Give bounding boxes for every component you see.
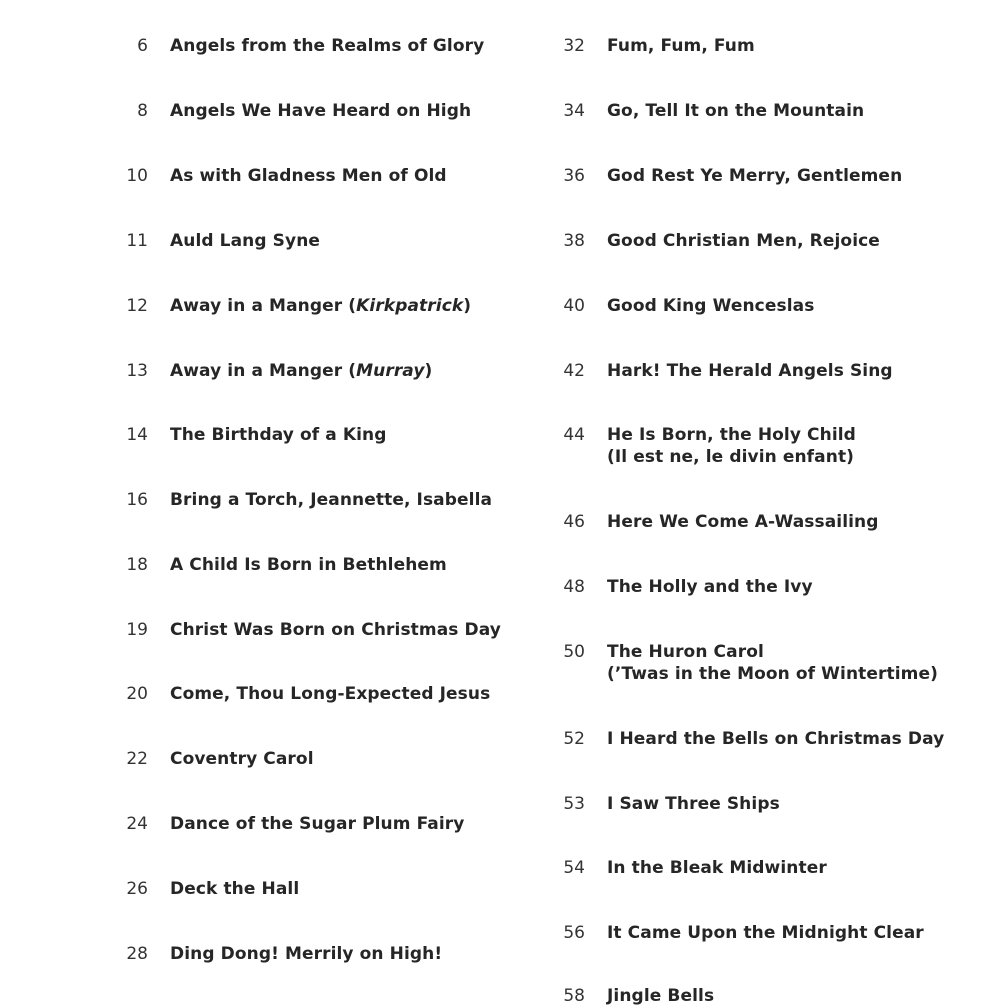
page-number: 42 bbox=[563, 361, 585, 381]
page-number: 13 bbox=[126, 361, 148, 381]
song-title: Come, Thou Long-Expected Jesus bbox=[170, 684, 491, 704]
toc-entry bbox=[540, 728, 944, 750]
song-title bbox=[170, 295, 471, 317]
toc-entry bbox=[540, 165, 902, 187]
song-title: Go, Tell It on the Mountain bbox=[607, 101, 865, 121]
page-number: 18 bbox=[126, 555, 148, 575]
song-title-composer: Kirkpatrick bbox=[356, 296, 464, 316]
page-number: 11 bbox=[126, 231, 148, 251]
song-title: It Came Upon the Midnight Clear bbox=[607, 923, 924, 943]
song-title: Good King Wenceslas bbox=[607, 296, 815, 316]
song-title: Dance of the Sugar Plum Fairy bbox=[170, 814, 465, 834]
page-number: 22 bbox=[126, 749, 148, 769]
page-number: 19 bbox=[126, 620, 148, 640]
page-number: 12 bbox=[126, 296, 148, 316]
toc-entry bbox=[100, 489, 492, 511]
toc-entry bbox=[540, 641, 938, 685]
song-title: The Birthday of a King bbox=[170, 425, 387, 445]
song-title: Bring a Torch, Jeannette, Isabella bbox=[170, 490, 493, 510]
toc-entry bbox=[540, 922, 924, 944]
song-title bbox=[170, 360, 432, 382]
toc-entry bbox=[100, 230, 320, 252]
song-title-main: Away in a Manger ( bbox=[170, 361, 357, 381]
page-number: 46 bbox=[563, 512, 585, 532]
page-number: 50 bbox=[563, 642, 585, 662]
song-title: I Heard the Bells on Christmas Day bbox=[607, 729, 945, 749]
page-number: 36 bbox=[563, 166, 585, 186]
page-number: 14 bbox=[126, 425, 148, 445]
toc-entry bbox=[540, 230, 880, 252]
song-title-main: Away in a Manger ( bbox=[170, 296, 357, 316]
song-title: Fum, Fum, Fum bbox=[607, 36, 755, 56]
song-title: Jingle Bells bbox=[607, 986, 715, 1006]
song-title: A Child Is Born in Bethlehem bbox=[170, 555, 447, 575]
toc-entry bbox=[100, 748, 314, 770]
song-title: Auld Lang Syne bbox=[170, 231, 321, 251]
song-title: As with Gladness Men of Old bbox=[170, 166, 447, 186]
song-title bbox=[607, 424, 856, 468]
toc-entry bbox=[540, 857, 827, 879]
page-number: 32 bbox=[563, 36, 585, 56]
toc-entry bbox=[100, 554, 447, 576]
song-subtitle-line: (’Twas in the Moon of Wintertime) bbox=[607, 664, 938, 684]
toc-entry bbox=[100, 943, 442, 965]
song-title: Hark! The Herald Angels Sing bbox=[607, 361, 893, 381]
toc-entry bbox=[540, 295, 814, 317]
page-number: 40 bbox=[563, 296, 585, 316]
page-number: 28 bbox=[126, 944, 148, 964]
toc-entry bbox=[100, 295, 471, 317]
toc-entry bbox=[100, 165, 447, 187]
song-title: Angels We Have Heard on High bbox=[170, 101, 472, 121]
page-number: 16 bbox=[126, 490, 148, 510]
toc-entry bbox=[100, 35, 484, 57]
page-number: 58 bbox=[563, 986, 585, 1006]
toc-entry bbox=[100, 360, 432, 382]
page-number: 56 bbox=[563, 923, 585, 943]
page-number: 10 bbox=[126, 166, 148, 186]
song-title-line: He Is Born, the Holy Child bbox=[607, 425, 856, 445]
toc-entry bbox=[540, 576, 813, 598]
song-title bbox=[607, 641, 938, 685]
song-title: Deck the Hall bbox=[170, 879, 300, 899]
song-title: I Saw Three Ships bbox=[607, 794, 780, 814]
toc-entry bbox=[540, 100, 864, 122]
song-title-composer: Murray bbox=[356, 361, 425, 381]
toc-entry bbox=[100, 683, 490, 705]
song-title-line: The Huron Carol bbox=[607, 642, 764, 662]
song-title: Christ Was Born on Christmas Day bbox=[170, 620, 501, 640]
toc-entry bbox=[100, 878, 299, 900]
toc-entry bbox=[100, 813, 464, 835]
toc-entry bbox=[540, 985, 714, 1007]
page-number: 44 bbox=[563, 425, 585, 445]
song-title: Angels from the Realms of Glory bbox=[170, 36, 485, 56]
song-title: Here We Come A-Wassailing bbox=[607, 512, 879, 532]
song-title: Good Christian Men, Rejoice bbox=[607, 231, 880, 251]
toc-entry bbox=[540, 793, 780, 815]
page-number: 53 bbox=[563, 794, 585, 814]
toc-entry bbox=[540, 424, 856, 468]
page-number: 38 bbox=[563, 231, 585, 251]
toc-entry bbox=[540, 511, 879, 533]
toc-entry bbox=[100, 100, 471, 122]
page-number: 54 bbox=[563, 858, 585, 878]
toc-entry bbox=[540, 360, 893, 382]
toc-entry bbox=[100, 619, 501, 641]
page-number: 24 bbox=[126, 814, 148, 834]
page-number: 52 bbox=[563, 729, 585, 749]
page-number: 26 bbox=[126, 879, 148, 899]
page-number: 20 bbox=[126, 684, 148, 704]
song-title: Ding Dong! Merrily on High! bbox=[170, 944, 443, 964]
toc-entry bbox=[540, 35, 755, 57]
song-title: God Rest Ye Merry, Gentlemen bbox=[607, 166, 903, 186]
song-title: In the Bleak Midwinter bbox=[607, 858, 827, 878]
song-subtitle-line: (Il est ne, le divin enfant) bbox=[607, 447, 855, 467]
page-number: 8 bbox=[137, 101, 148, 121]
page-number: 6 bbox=[137, 36, 148, 56]
page-number: 48 bbox=[563, 577, 585, 597]
song-title: Coventry Carol bbox=[170, 749, 314, 769]
song-title-end: ) bbox=[424, 361, 433, 381]
song-title: The Holly and the Ivy bbox=[607, 577, 813, 597]
toc-entry bbox=[100, 424, 387, 446]
song-title-end: ) bbox=[463, 296, 472, 316]
page-number: 34 bbox=[563, 101, 585, 121]
